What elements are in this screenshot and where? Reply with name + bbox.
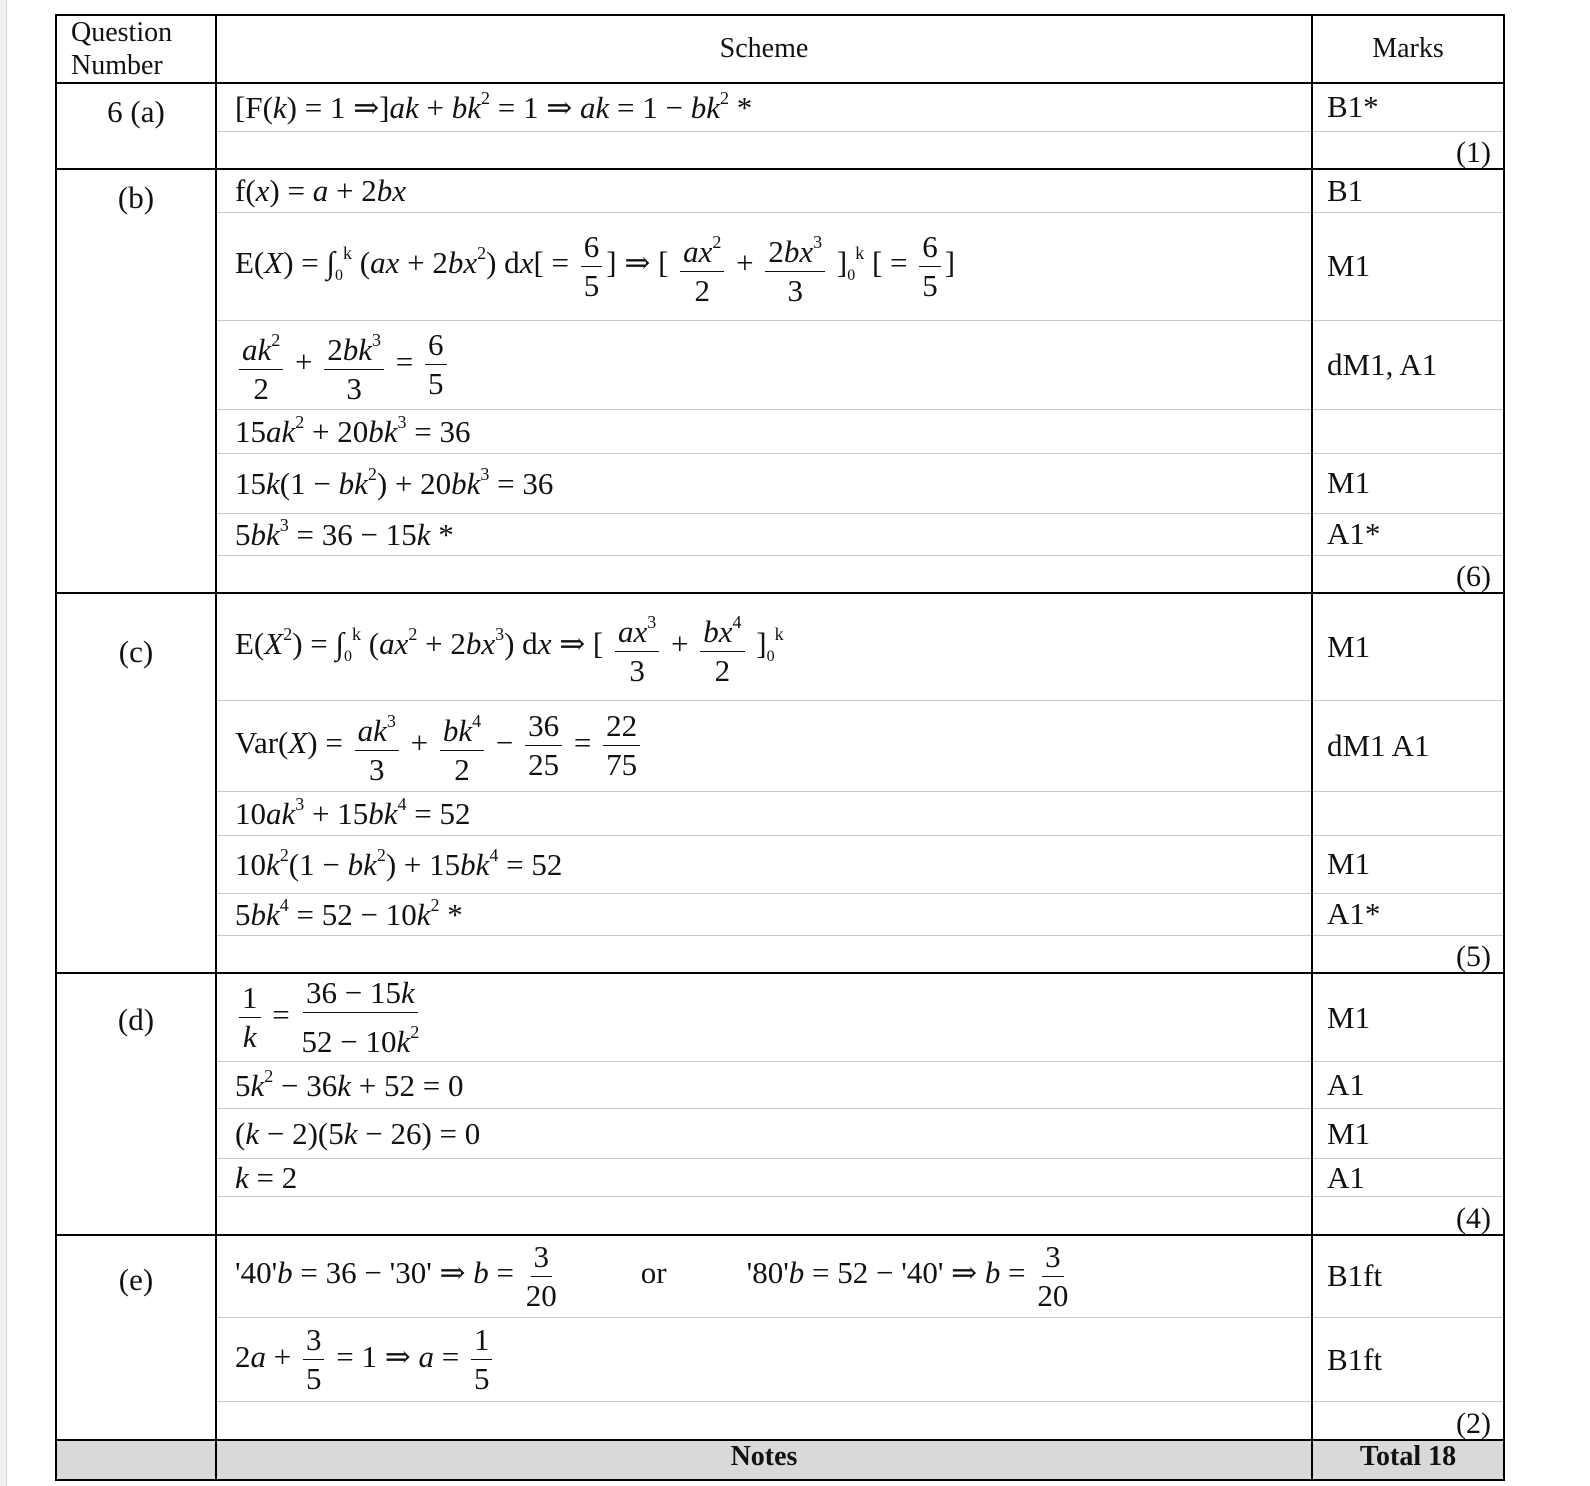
scheme-line: $5bk^4 = 52 - 10k^2$ * — [216, 893, 1312, 935]
question-label-c: (c) — [56, 593, 216, 973]
question-label-d: (d) — [56, 973, 216, 1235]
mark-value: A1* — [1312, 513, 1504, 555]
table-row — [56, 835, 1504, 893]
scheme-header: Scheme — [216, 15, 1312, 83]
subtotal-c: (5) — [1312, 935, 1504, 973]
mark-value: M1 — [1312, 835, 1504, 893]
table-row — [56, 83, 1504, 131]
scheme-line: $5bk^3 = 36 - 15k$ * — [216, 513, 1312, 555]
scheme-line: $10k^2(1 - bk^2) + 15bk^4 = 52$ — [216, 835, 1312, 893]
mark-value — [1312, 791, 1504, 835]
table-row — [56, 212, 1504, 320]
notes-label: Notes — [216, 1440, 1312, 1480]
table-row — [56, 409, 1504, 453]
subtotal-row — [56, 1402, 1504, 1440]
subtotal-row — [56, 555, 1504, 593]
scheme-line: '40'b = 36 − '30' ⇒ b = $\frac{3}{20}$ or '80'b = 52 − '40' ⇒ b = $\frac{3}{20}$ — [216, 1235, 1312, 1318]
scheme-line: 2a + $\frac{3}{5}$ = 1 ⇒ a = $\frac{1}{5}$ — [216, 1318, 1312, 1402]
scheme-line: $\frac{ak^2}{2}$ + $\frac{2bk^3}{3}$ = $\frac{6}{5}$ — [216, 320, 1312, 409]
table-row — [56, 1159, 1504, 1197]
mark-value: B1ft — [1312, 1235, 1504, 1318]
scheme-line: k = 2 — [216, 1159, 1312, 1197]
mark-value: M1 — [1312, 593, 1504, 700]
table-row — [56, 973, 1504, 1062]
table-row — [56, 453, 1504, 513]
subtotal-row — [56, 1197, 1504, 1235]
table-row — [56, 1062, 1504, 1109]
mark-value: M1 — [1312, 212, 1504, 320]
subtotal-b: (6) — [1312, 555, 1504, 593]
scheme-line: $15k(1 - bk^2) + 20bk^3 = 36$ — [216, 453, 1312, 513]
table-row — [56, 1235, 1504, 1318]
mark-value: dM1, A1 — [1312, 320, 1504, 409]
mark-value: M1 — [1312, 453, 1504, 513]
table-row — [56, 700, 1504, 791]
mark-value: A1 — [1312, 1062, 1504, 1109]
table-row — [56, 1318, 1504, 1402]
mark-scheme-table — [55, 14, 1505, 1481]
or-word: or — [640, 1255, 667, 1291]
scheme-line: $15ak^2 + 20bk^3 = 36$ — [216, 409, 1312, 453]
scheme-line: $5k^2 - 36k + 52 = 0$ — [216, 1062, 1312, 1109]
table-row — [56, 1109, 1504, 1159]
subtotal-row — [56, 935, 1504, 973]
total-marks: Total 18 — [1312, 1440, 1504, 1480]
table-row — [56, 791, 1504, 835]
mark-value: A1* — [1312, 893, 1504, 935]
mark-value: A1 — [1312, 1159, 1504, 1197]
table-row — [56, 169, 1504, 212]
notes-row — [56, 1440, 1504, 1480]
mark-value: B1ft — [1312, 1318, 1504, 1402]
subtotal-e: (2) — [1312, 1402, 1504, 1440]
table-row — [56, 320, 1504, 409]
question-label-e: (e) — [56, 1235, 216, 1440]
header-row — [56, 15, 1504, 83]
table-row — [56, 893, 1504, 935]
mark-value: M1 — [1312, 973, 1504, 1062]
scheme-line: $E(X^2) = \int_0^k$ $(ax^2 + 2bx^3)$ dx ⇒ [ $\frac{ax^3}{3}$ + $\frac{bx^4}{2}$ ]$_0^k$ — [216, 593, 1312, 700]
table-row — [56, 593, 1504, 700]
question-number-header: Question Number — [56, 15, 216, 83]
scheme-line: Var(X) = $\frac{ak^3}{3}$ + $\frac{bk^4}{2}$ − $\frac{36}{25}$ = $\frac{22}{75}$ — [216, 700, 1312, 791]
question-label-b: (b) — [56, 169, 216, 593]
subtotal-row — [56, 131, 1504, 169]
subtotal-a: (1) — [1312, 131, 1504, 169]
marks-header: Marks — [1312, 15, 1504, 83]
table-row — [56, 513, 1504, 555]
mark-value: M1 — [1312, 1109, 1504, 1159]
subtotal-d: (4) — [1312, 1197, 1504, 1235]
mark-value — [1312, 409, 1504, 453]
scheme-line: (k − 2)(5k − 26) = 0 — [216, 1109, 1312, 1159]
scheme-line: [F(k) = 1 ⇒]ak + $bk^2 = 1$ ⇒ ak = $1 - bk^2$ * — [216, 83, 1312, 131]
scheme-line: $\frac{1}{k}$ = $\frac{36 - 15k}{52 - 10k^2}$ — [216, 973, 1312, 1062]
scheme-line: $E(X) = \int_0^k$ $(ax + 2bx^2)$ dx[ = $\frac{6}{5}$ ] ⇒ [ $\frac{ax^2}{2}$ + $\frac{2bx^3}{3}$ ]$_0^k$ [ = $\frac{6}{5}$ ] — [216, 212, 1312, 320]
mark-value: B1* — [1312, 83, 1504, 131]
left-scroll-strip — [0, 0, 7, 1486]
scheme-line: $10ak^3 + 15bk^4 = 52$ — [216, 791, 1312, 835]
scheme-line: f(x) = a + 2bx — [216, 169, 1312, 212]
mark-value: dM1 A1 — [1312, 700, 1504, 791]
mark-value: B1 — [1312, 169, 1504, 212]
question-label-a: 6 (a) — [56, 83, 216, 169]
